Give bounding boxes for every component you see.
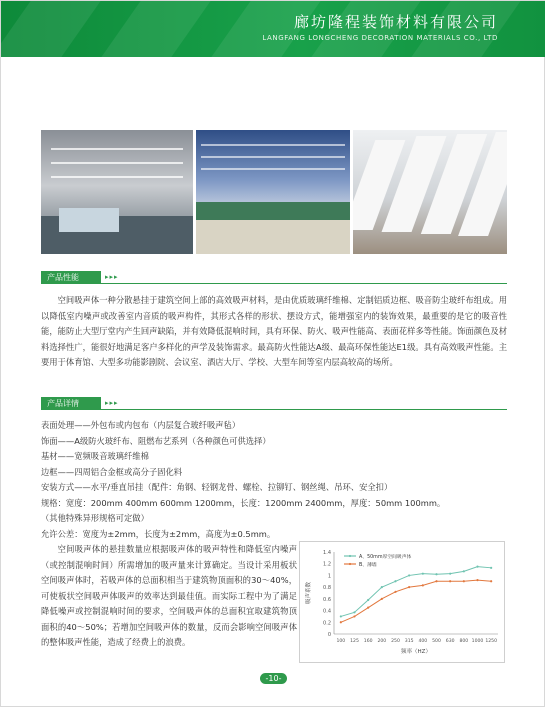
absorption-chart-svg (300, 542, 506, 664)
x-tick-label: 500 (432, 639, 441, 644)
x-tick-label: 400 (418, 639, 428, 644)
y-axis-label: 吸声系数 (306, 581, 312, 605)
data-point (353, 611, 355, 613)
data-point (422, 573, 424, 575)
section-performance-title: 产品性能 (41, 271, 101, 284)
x-tick-label: 160 (363, 639, 373, 644)
y-tick-label: 0.8 (323, 585, 331, 592)
section-details-header (41, 398, 507, 410)
spec-item: 允许公差：宽度为±2mm，长度为±2mm，高度为±0.5mm。 (41, 528, 276, 539)
spec-list (41, 418, 507, 542)
y-tick-label: 1.4 (323, 550, 331, 556)
office-ceiling-photo (41, 130, 193, 254)
data-point (422, 584, 424, 586)
data-point (381, 586, 383, 588)
header-banner (1, 1, 545, 57)
data-point (449, 580, 451, 582)
data-point (490, 580, 492, 582)
data-point (449, 573, 451, 575)
legend-label: A、50mm厚空间吸声体 (359, 555, 412, 560)
y-tick-label: 0.6 (323, 596, 331, 603)
acoustic-paragraph: 空间吸声体的悬挂数量应根据吸声体的吸声特性和降低室内噪声（或控制混响时间）所需增加的吸声量来计算确定。当设计采用板状空间吸声体时，若吸声体的总面积相当于建筑物顶面积的30～40%，可使板状空间吸声体吸声的效率达到最佳值。而实际工程中为了满足降低噪声或控制混响时间的要求，空间吸声体的总面积宜取建筑物顶面积的40～50%；若增加空间吸声体的数量，反而会影响空间吸声体的整体吸声性能，造成了经费上的浪费。 (41, 544, 297, 647)
x-tick-label: 100 (336, 639, 346, 644)
x-tick-label: 1250 (485, 639, 498, 644)
section-details-title: 产品详情 (41, 397, 101, 410)
data-point (463, 580, 465, 582)
data-point (476, 566, 478, 568)
gymnasium-ceiling-photo (196, 130, 350, 254)
data-point (476, 579, 478, 581)
section-arrows-icon: ▸▸▸ (105, 273, 119, 281)
x-tick-label: 630 (445, 639, 455, 644)
data-point (381, 598, 383, 600)
legend-marker (349, 555, 351, 557)
data-point (394, 591, 396, 593)
legend-label: B、薄墙 (359, 563, 377, 568)
absorption-chart (299, 541, 505, 663)
x-tick-label: 800 (459, 639, 469, 644)
product-photo-strip (41, 130, 507, 254)
data-point (490, 567, 492, 569)
spec-item: 规格：宽度：200mm 400mm 600mm 1200mm，长度：1200mm 2400mm，厚度：50mm 100mm。 (41, 497, 446, 508)
data-point (463, 570, 465, 572)
company-name-en: LANGFANG LONGCHENG DECORATION MATERIALS CO., LTD (262, 34, 498, 42)
y-tick-label: 0.4 (323, 608, 331, 615)
y-tick-label: 1.2 (323, 561, 331, 568)
data-point (435, 573, 437, 575)
legend-marker (349, 563, 351, 565)
data-point (435, 580, 437, 582)
spec-item: 边框——四周铝合金框或高分子固化料 (41, 466, 183, 477)
spec-item: 安装方式——水平/垂直吊挂（配件：角钢、轻钢龙骨、螺栓、拉铆钉、钢丝绳、吊环、安全扣） (41, 482, 393, 492)
data-point (367, 607, 369, 609)
spec-item: （其他特殊异形规格可定做） (41, 513, 149, 523)
x-tick-label: 125 (350, 639, 359, 644)
x-axis-label: 频率（HZ） (401, 649, 431, 655)
section-performance-header (41, 272, 507, 284)
spec-item: 表面处理——外包布或内包布（内层复合玻纤吸声毡） (41, 420, 241, 430)
y-tick-label: 0 (327, 632, 331, 638)
spec-item: 饰面——A级防火玻纤布、阻燃布艺系列（各种颜色可供选择） (41, 435, 271, 446)
spec-item: 基材——宽频吸音玻璃纤维棉 (41, 451, 149, 461)
data-point (408, 586, 410, 588)
data-point (340, 615, 342, 617)
data-point (408, 574, 410, 576)
x-tick-label: 250 (391, 639, 400, 644)
hall-baffle-photo (353, 130, 507, 254)
data-point (353, 615, 355, 617)
data-point (394, 580, 396, 582)
data-point (367, 599, 369, 601)
data-point (340, 621, 342, 623)
y-tick-label: 0.2 (323, 620, 331, 627)
page-number-badge: -10- (260, 673, 288, 684)
series-line (341, 567, 491, 617)
x-tick-label: 315 (404, 639, 414, 644)
page-number (1, 666, 545, 685)
company-name-cn: 廊坊隆程装饰材料有限公司 (293, 13, 498, 31)
section-arrows-icon: ▸▸▸ (105, 399, 119, 407)
performance-paragraph: 空间吸声体一种分散悬挂于建筑空间上部的高效吸声材料，是由优质玻璃纤维棉、定制铝质边框、吸音防尘玻纤布组成。用以降低室内噪声或改善室内音质的吸声构件，其形式各样的形状、摆设方式，能增强室内的装饰效果，最重要的是它的吸音性能，能防止大型厅堂内产生回声缺陷，并有效降低混响时间，具有环保、防火、吸声性能高、表面花样多等性能。饰面颜色及材料选择性广，能很好地满足客户多样化的声学及装饰需求。最高防火性能达A级、最高环保性能达E1级。具有高效吸声性能。主要用于体育馆、大型多功能影剧院、会议室、酒店大厅、学校、大型车间等室内层高较高的场所。 (41, 295, 507, 367)
x-tick-label: 1000 (471, 639, 484, 644)
series-line (341, 580, 491, 622)
y-tick-label: 1 (327, 573, 331, 580)
x-tick-label: 200 (377, 639, 387, 644)
